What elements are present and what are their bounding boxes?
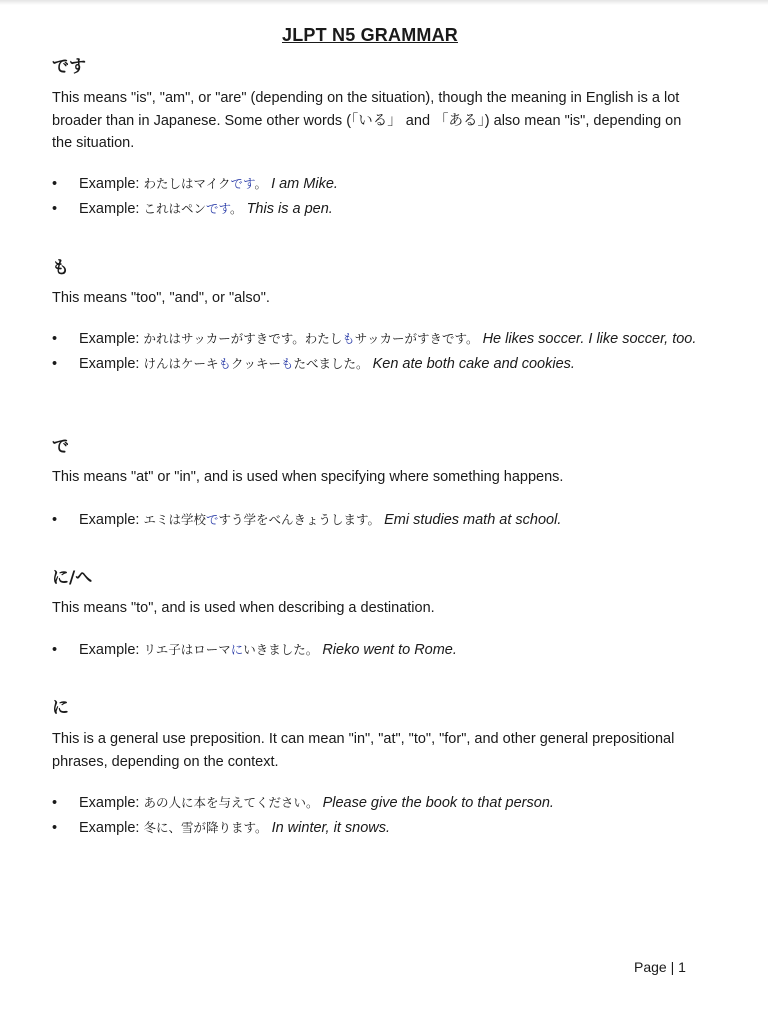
jp-text: エミは学校 [143, 512, 206, 527]
section-description-de: This means "at" or "in", and is used when specifying where something happens. [52, 469, 564, 485]
section-description-ni-he: This means "to", and is used when describing a destination. [52, 600, 435, 616]
example-label: Example: [79, 201, 140, 217]
example-japanese [143, 201, 242, 216]
example-item [52, 327, 702, 351]
section-heading-ni-he: に/へ [52, 568, 93, 588]
example-english: This is a pen. [246, 201, 333, 217]
example-label: Example: [79, 795, 140, 811]
jp-text: かれはサッカーがすきです。わたし [143, 331, 343, 346]
page-top-edge [0, 0, 768, 5]
section-heading-ni: に [52, 698, 69, 718]
jp-text: たべました。 [293, 356, 369, 371]
grammar-particle: です [230, 176, 255, 191]
example-item [52, 791, 702, 815]
example-item [52, 172, 702, 196]
grammar-particle: も [281, 356, 294, 371]
jp-text: リエ子はローマ [143, 642, 231, 657]
jp-text: あの人 [143, 795, 181, 810]
example-item [52, 197, 702, 221]
grammar-particle: に [230, 642, 244, 657]
example-japanese [143, 820, 267, 835]
example-english: He likes soccer. I like soccer, too. [482, 331, 697, 347]
jp-text: 、雪が降ります。 [168, 820, 268, 835]
jp-text: 冬 [143, 820, 156, 835]
grammar-particle: に [181, 795, 194, 810]
grammar-particle: も [218, 356, 232, 371]
example-label: Example: [79, 331, 140, 347]
example-label: Example: [79, 176, 140, 192]
section-description-ni: This is a general use preposition. It can mean "in", "at", "to", "for", and other general prepositional phrases, depending on the context. [52, 731, 675, 770]
jp-text: いきました。 [243, 642, 319, 657]
section-heading-desu: です [52, 57, 86, 77]
example-item [52, 816, 702, 840]
example-list-mo [52, 327, 702, 377]
example-english: Please give the book to that person. [322, 795, 554, 811]
example-list-ni [52, 791, 702, 841]
example-list-desu [52, 172, 702, 222]
jp-text: けんはケーキ [143, 356, 219, 371]
example-japanese [143, 642, 318, 657]
jp-text: すう学をべんきょうします。 [218, 512, 381, 527]
jp-text: 。 [254, 176, 268, 191]
example-japanese [143, 176, 267, 191]
page-title: JLPT N5 GRAMMAR [281, 25, 458, 45]
grammar-particle: に [156, 820, 169, 835]
example-label: Example: [79, 642, 140, 658]
example-japanese [143, 331, 478, 346]
example-label: Example: [79, 356, 140, 372]
example-label: Example: [79, 512, 140, 528]
example-list-de [52, 508, 702, 533]
section-heading-de: で [52, 437, 69, 457]
example-item [52, 352, 702, 376]
section-heading-mo: も [52, 258, 69, 278]
jp-text: 。 [230, 201, 243, 216]
example-japanese [143, 795, 318, 810]
example-japanese [143, 512, 380, 527]
grammar-particle: で [206, 512, 219, 527]
grammar-particle: も [342, 331, 355, 346]
section-description-mo: This means "too", "and", or "also". [52, 290, 270, 306]
example-english: Ken ate both cake and cookies. [372, 356, 575, 372]
section-description-desu: This means "is", "am", or "are" (depending on the situation), though the meaning in English is a lot broader than in Japanese. Some other words (「いる」 and 「ある」) also mean "is", depending on the situation. [52, 90, 682, 151]
page-number: Page | 1 [634, 959, 686, 975]
example-japanese [143, 356, 368, 371]
example-english: Rieko went to Rome. [322, 642, 457, 658]
example-item [52, 508, 702, 532]
example-english: In winter, it snows. [271, 820, 391, 836]
grammar-particle: です [206, 201, 231, 216]
jp-text: サッカーがすきです。 [354, 331, 479, 346]
example-label: Example: [79, 820, 140, 836]
example-item [52, 638, 702, 662]
example-list-ni-he [52, 638, 702, 663]
example-english: I am Mike. [271, 176, 338, 192]
jp-text: わたしはマイク [143, 176, 231, 191]
jp-text: 本を与えてください。 [193, 795, 319, 810]
jp-text: これはペン [143, 201, 206, 216]
example-english: Emi studies math at school. [384, 512, 562, 528]
jp-text: クッキー [231, 356, 282, 371]
